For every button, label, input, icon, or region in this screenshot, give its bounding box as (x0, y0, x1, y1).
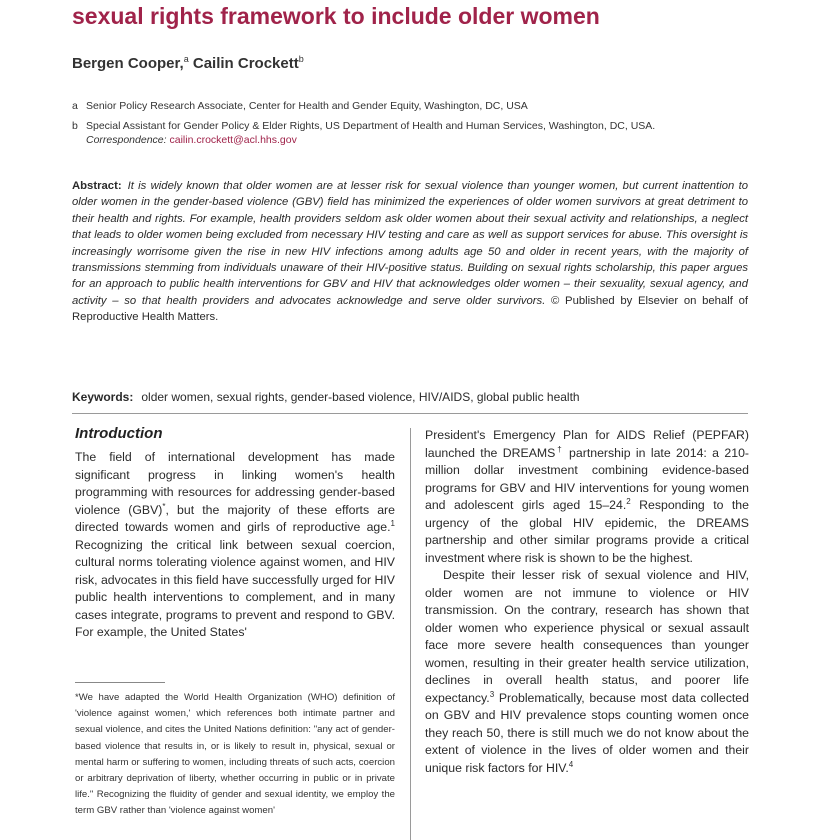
left-column (75, 449, 395, 642)
right-column (425, 427, 749, 777)
footnote-ref[interactable]: † (555, 444, 564, 454)
author-list (72, 54, 304, 72)
paragraph-text: Problematically, because most data collected on GBV and HIV prevalence stops counting women once they reach 50, there is still much we do not know about the extent of violence in the lives of older women and their unique risk factors for HIV. (425, 690, 749, 775)
body-paragraph (425, 427, 749, 567)
affiliation-text: Special Assistant for Gender Policy & Elder Rights, US Department of Health and Human Services, Washington, DC, USA. (86, 120, 656, 132)
affiliation-mark: a (72, 100, 78, 112)
paragraph-text: President's Emergency Plan for AIDS Relief (PEPFAR) launched the DREAMS (425, 428, 749, 460)
keywords-text: older women, sexual rights, gender-based violence, HIV/AIDS, global public health (141, 390, 580, 404)
affiliation-mark: b (72, 120, 78, 132)
keywords (72, 390, 762, 404)
abstract-label: Abstract: (72, 180, 122, 192)
abstract-copyright: © Published by Elsevier on behalf of Reproductive Health Matters. (72, 294, 749, 324)
correspondence (72, 133, 786, 147)
affiliation (72, 119, 772, 133)
intro-paragraph (75, 449, 395, 642)
article-title: sexual rights framework to include older women (72, 3, 600, 29)
body-paragraph (425, 567, 749, 777)
citation-ref[interactable]: 4 (568, 759, 574, 769)
paragraph-text: partnership in late 2014: a 210-million dollar investment combining evidence-based programs for GBV and HIV interventions for young women and adolescent girls aged 15–24. (425, 445, 749, 512)
author-name: Bergen Cooper, (72, 55, 184, 72)
column-divider (410, 428, 411, 840)
abstract-body: It is widely known that older women are at lesser risk for sexual violence than younger women, but current inattention to older women in the gender-based violence (GBV) field has minimized the experiences of older women survivors at great detriment to their health and rights. For example, health providers seldom ask older women about their sexual activity and relationships, a neglect that leads to older women being excluded from necessary HIV testing and care as well as support services for abuse. This oversight is increasingly worrisome given the rise in new HIV infections among adults age 50 and older in recent years, with the majority of transmissions stemming from individuals unaware of their HIV-positive status. Building on sexual rights scholarship, this paper argues for an approach to public health interventions for GBV and HIV that acknowledges older women – their sexuality, sexual agency, and activity – so that health providers and advocates acknowledge and serve older survivors. (72, 180, 748, 307)
section-divider (72, 413, 748, 414)
author-name: Cailin Crockett (192, 55, 299, 72)
affiliation-text: Senior Policy Research Associate, Center for Health and Gender Equity, Washington, DC, USA (86, 100, 528, 112)
footnote-ref[interactable]: * (162, 501, 166, 511)
affiliation (72, 99, 772, 113)
section-heading-introduction: Introduction (75, 425, 163, 442)
citation-ref[interactable]: 3 (489, 689, 495, 699)
citation-ref[interactable]: 1 (390, 518, 395, 528)
correspondence-label: Correspondence: (86, 134, 167, 146)
citation-ref[interactable]: 2 (626, 496, 631, 506)
abstract (72, 178, 748, 326)
paragraph-text: , but the majority of these efforts are directed towards women and girls of reproductive age. (75, 502, 395, 534)
footnote: *We have adapted the World Health Organization (WHO) definition of 'violence against women,' which references both intimate partner and sexual violence, and cites the United Nations definition: "any act of gender-based violence that results in, or is likely to result in, physical, sexual or mental harm or suffering to women, including threats of such acts, coercion or arbitrary deprivation of liberty, whether occurring in public or in private life." Recognizing the fluidity of gender and sexual identity, we employ the term GBV rather than 'violence against women' (75, 692, 395, 817)
footnote-divider (75, 682, 165, 683)
paragraph-text: Recognizing the critical link between sexual coercion, cultural norms tolerating violence against women, and HIV risk, advocates in this field have successfully urged for HIV public health interventions to complement, and in many cases integrate, programs to prevent and respond to GBV. For example, the United States' (75, 537, 395, 639)
author-affil-mark: b (298, 54, 304, 64)
keywords-label: Keywords: (72, 390, 134, 404)
paragraph-text: Responding to the urgency of the global HIV epidemic, the DREAMS partnership and other similar programs provide a critical investment where risk is shown to be the highest. (425, 498, 749, 565)
author-affil-mark: a (183, 54, 189, 64)
correspondence-email-link[interactable]: cailin.crockett@acl.hhs.gov (169, 134, 297, 146)
paragraph-text: Despite their lesser risk of sexual violence and HIV, older women are not immune to violence or HIV transmission. On the contrary, research has shown that older women who experience physical or sexual assault face more severe health consequences than younger women, resulting in their greater health service utilization, declines in overall health status, and poorer life expectancy. (425, 568, 749, 705)
paragraph-text: The field of international development has made significant progress in linking women's health programming with resources for addressing gender-based violence (GBV) (75, 450, 395, 517)
